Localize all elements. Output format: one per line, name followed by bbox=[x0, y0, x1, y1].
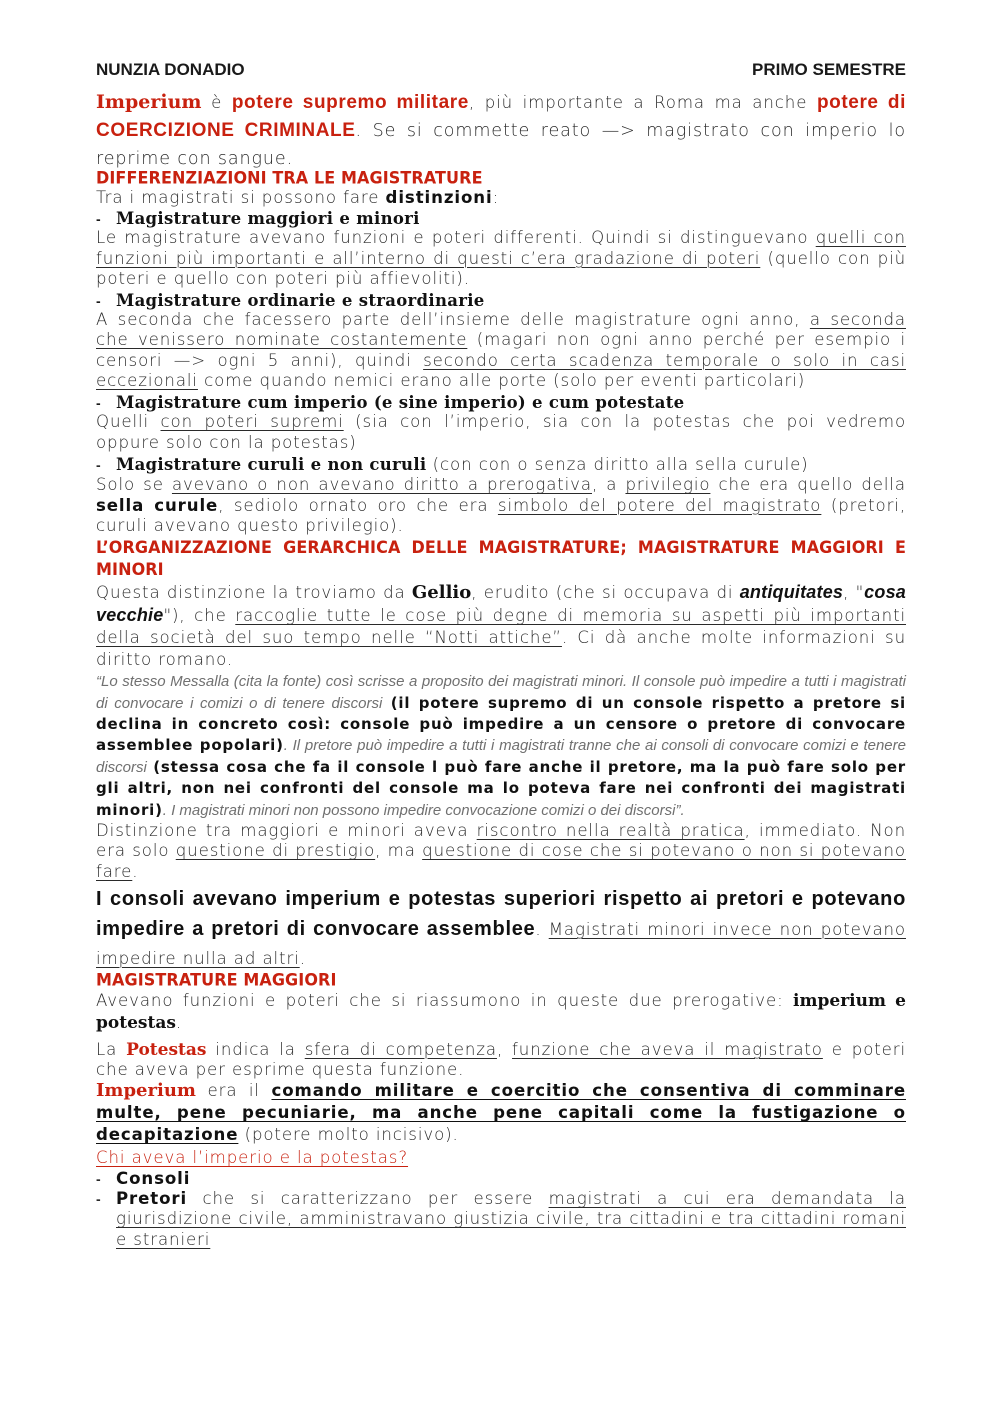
question-text: Chi aveva l’imperio e la potestas? bbox=[96, 1148, 409, 1168]
underlined-text: funzione che aveva il magistrato bbox=[512, 1039, 823, 1059]
text: Distinzione tra maggiori e minori aveva bbox=[96, 821, 477, 840]
list-item bbox=[96, 1189, 906, 1250]
paragraph bbox=[96, 475, 906, 536]
text: era il bbox=[195, 1081, 272, 1101]
gellio-name: Gellio bbox=[411, 582, 472, 604]
text: Quelli bbox=[96, 412, 161, 432]
underlined-text: quelli con funzioni più importanti e all’interno di questi c’era gradazione di poteri bbox=[96, 228, 906, 268]
list-item bbox=[96, 209, 906, 228]
text: : bbox=[492, 188, 500, 207]
underlined-text: riscontro nella realtà pratica bbox=[476, 821, 745, 840]
bold-text: distinzioni bbox=[385, 188, 493, 207]
question-line bbox=[96, 1148, 906, 1168]
underlined-text: con poteri supremi bbox=[160, 412, 344, 432]
quote-text: “Lo stesso Messalla (cita la fonte) così scrisse a proposito dei magistrati minori. Il console può impedire a tutti i magistrati di convocare i comizi o di tenere discorsi bbox=[96, 673, 906, 712]
text: . Ci dà anche molte informazioni su diritto romano. bbox=[96, 628, 906, 670]
text: . bbox=[175, 1012, 183, 1032]
imperium-term: Imperium bbox=[96, 1080, 196, 1102]
text: Le magistrature avevano funzioni e poteri differenti. Quindi si distinguevano bbox=[96, 228, 816, 248]
text: Tra i magistrati si possono fare bbox=[96, 188, 386, 207]
text: , " bbox=[843, 583, 865, 603]
paragraph bbox=[96, 228, 906, 289]
text: "), che bbox=[163, 606, 236, 626]
quote-text: . Il pretore può impedire a tutti i magistrati tranne che ai consoli di convocare comizi e tenere discorsi bbox=[96, 737, 906, 776]
bold-statement: I consoli avevano imperium e potestas superiori rispetto ai pretori e potevano impedire a pretori di convocare assemblee bbox=[96, 887, 906, 940]
dash: - bbox=[96, 293, 101, 310]
list-item bbox=[96, 455, 906, 475]
text: (quello con più poteri e quello con poteri più affievoliti). bbox=[96, 248, 906, 288]
page-header bbox=[96, 60, 906, 80]
dash: - bbox=[96, 395, 101, 412]
quote-comment: (stessa cosa che fa il console l può fare anche il pretore, ma la può fare solo per gli altri, non nei confronti del console ma lo poteva fare nei confronti dei magistrati minori) bbox=[96, 757, 906, 819]
underlined-text: sfera di competenza bbox=[304, 1039, 497, 1059]
text: , a bbox=[591, 475, 626, 495]
text: . bbox=[299, 948, 306, 968]
text: , immediato. Non era solo bbox=[96, 821, 906, 861]
intro-distinzioni bbox=[96, 188, 906, 208]
text: A seconda che facessero parte dell’insieme delle magistrature ogni anno, bbox=[96, 310, 810, 330]
document-page bbox=[96, 60, 906, 1250]
dash: - bbox=[96, 456, 102, 473]
semester-label: PRIMO SEMESTRE bbox=[752, 60, 906, 79]
text: La bbox=[96, 1039, 127, 1059]
underlined-text: questione di cose che si potevano o non si potevano fare bbox=[96, 841, 906, 881]
text: (con con o senza diritto alla sella curule) bbox=[426, 454, 809, 474]
list-item-title: Consoli bbox=[116, 1168, 191, 1188]
heading-organizzazione: L’ORGANIZZAZIONE GERARCHICA DELLE MAGISTRATURE; MAGISTRATURE MAGGIORI E MINORI bbox=[96, 537, 906, 580]
text: (sia con l’imperio, sia con la potestas che poi vedremo oppure solo con la potestas) bbox=[96, 412, 906, 452]
text: . bbox=[535, 919, 549, 939]
underlined-text: Magistrati minori invece non potevano impedire nulla ad altri bbox=[96, 919, 906, 968]
quote-comment: (il potere supremo di un console rispetto a pretore si declina in concreto così: console può impedire a un censore o pretore di convocare assemblee popolari) bbox=[96, 693, 906, 755]
highlight-text: potere supremo militare bbox=[231, 92, 469, 113]
underlined-text: questione di prestigio bbox=[175, 841, 376, 861]
paragraph bbox=[96, 310, 906, 391]
bold-italic-text: antiquitates bbox=[739, 582, 844, 603]
bold-italic-text: cosa vecchie bbox=[96, 582, 906, 626]
quote-text: . I magistrati minori non possono impedire convocazione comizi o dei discorsi”. bbox=[162, 801, 685, 819]
dash: - bbox=[96, 1191, 102, 1208]
author-name: NUNZIA DONADIO bbox=[96, 60, 245, 79]
text: è bbox=[201, 93, 232, 112]
text: indica la bbox=[206, 1039, 305, 1059]
text: Avevano funzioni e poteri che si riassumono in queste due prerogative: bbox=[96, 990, 794, 1010]
list-item-title: Pretori bbox=[116, 1189, 188, 1209]
paragraph bbox=[96, 412, 906, 453]
text: . Se si commette reato —> magistrato con imperio lo reprime con sangue. bbox=[96, 121, 906, 169]
text: . bbox=[132, 861, 139, 881]
text: che si caratterizzano per essere bbox=[187, 1189, 549, 1209]
underlined-text: raccoglie tutte le cose più degne di memoria su aspetti più importanti della società del suo tempo nelle “Notti attiche” bbox=[96, 606, 907, 648]
list-item-title: Magistrature cum imperio (e sine imperio) e cum potestate bbox=[116, 393, 685, 413]
text: che era quello della bbox=[710, 475, 906, 495]
messalla-quote bbox=[96, 672, 906, 821]
list-item-title: Magistrature maggiori e minori bbox=[116, 209, 420, 229]
text: (potere molto incisivo). bbox=[238, 1125, 459, 1145]
paragraph-gellio bbox=[96, 581, 906, 671]
imperium-term: Imperium bbox=[96, 91, 202, 113]
text: e poteri che aveva per esprime questa funzione. bbox=[96, 1039, 906, 1080]
text: , più importante a Roma ma anche bbox=[468, 93, 817, 112]
list-item bbox=[96, 393, 906, 412]
text: , ma bbox=[375, 841, 423, 861]
paragraph bbox=[96, 990, 906, 1034]
underlined-text: magistrati a cui era demandata la giurisdizione civile, amministravano giustizia civile, tra cittadini e tra cittadini romani e stranieri bbox=[116, 1189, 906, 1249]
text: , bbox=[496, 1039, 513, 1059]
bold-text: sella curule bbox=[96, 495, 219, 515]
list-item bbox=[96, 291, 906, 310]
text: Questa distinzione la troviamo da bbox=[96, 583, 412, 603]
text: , sediolo ornato oro che era bbox=[218, 495, 498, 515]
text: , erudito (che si occupava di bbox=[471, 583, 740, 603]
dash: - bbox=[96, 211, 101, 228]
paragraph-potestas bbox=[96, 1040, 906, 1081]
underlined-text: avevano o non avevano diritto a prerogativa bbox=[171, 475, 592, 495]
paragraph-consoli bbox=[96, 884, 906, 973]
list-item-title: Magistrature curuli e non curuli bbox=[116, 454, 427, 474]
potestas-term: Potestas bbox=[126, 1039, 207, 1060]
text: (pretori, curuli avevano questo privilegio). bbox=[96, 495, 906, 535]
underlined-bold-text: comando militare e coercitio che consentiva di comminare multe, pene pecuniarie, ma anche pene capitali come la fustigazione o decapitazione bbox=[96, 1081, 906, 1145]
paragraph bbox=[96, 821, 906, 882]
paragraph-imperium bbox=[96, 1080, 906, 1146]
text: come quando nemici erano alle porte (solo per eventi particolari) bbox=[197, 371, 806, 391]
underlined-text: simbolo del potere del magistrato bbox=[497, 495, 822, 515]
heading-differenziazioni: DIFFERENZIAZIONI TRA LE MAGISTRATURE bbox=[96, 167, 483, 188]
dash: - bbox=[96, 1170, 102, 1187]
list-item bbox=[96, 1169, 906, 1189]
list-item-title: Magistrature ordinarie e straordinarie bbox=[116, 291, 485, 311]
underlined-text: a seconda che venissero nominate costantemente bbox=[96, 310, 906, 350]
highlight-text: potere di COERCIZIONE CRIMINALE bbox=[96, 92, 906, 141]
bold-text: imperium e potestas bbox=[96, 990, 906, 1033]
text: Solo se bbox=[96, 475, 172, 495]
heading-magistrature-maggiori: MAGISTRATURE MAGGIORI bbox=[96, 969, 337, 990]
text: (magari non ogni anno perché per esempio i censori —> ogni 5 anni), quindi bbox=[96, 330, 906, 370]
underlined-text: privilegio bbox=[625, 475, 711, 495]
imperium-definition bbox=[96, 88, 906, 173]
underlined-text: secondo certa scadenza temporale o solo in casi eccezionali bbox=[96, 350, 906, 391]
